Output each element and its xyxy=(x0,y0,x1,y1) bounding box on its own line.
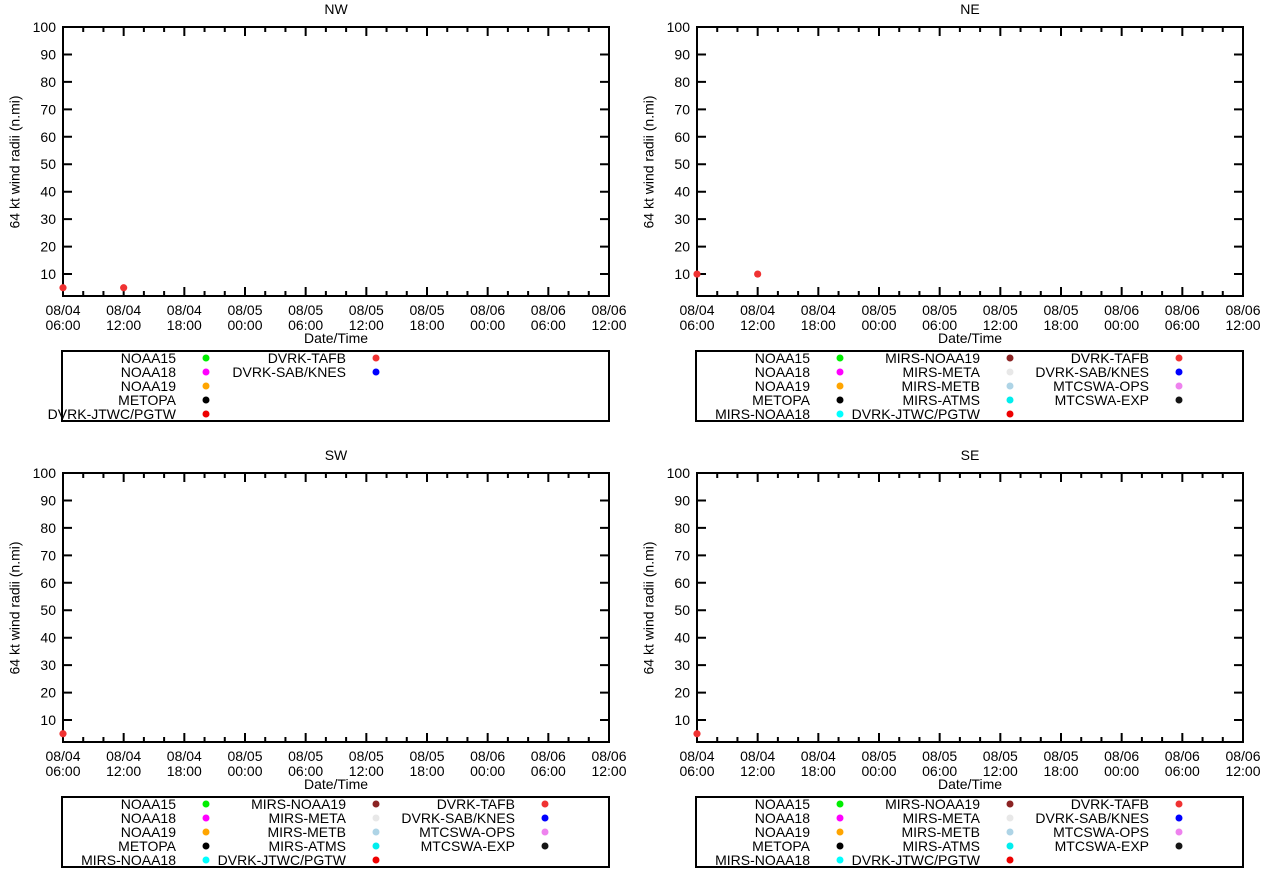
y-tick-label: 100 xyxy=(666,19,690,35)
y-tick-label: 100 xyxy=(666,465,690,481)
x-tick-label-date: 08/04 xyxy=(106,302,142,318)
data-point-dvrk-tafb xyxy=(59,730,66,737)
legend-marker-metopa xyxy=(837,397,844,404)
x-tick-label-date: 08/05 xyxy=(982,748,1018,764)
y-tick-label: 50 xyxy=(40,602,56,619)
y-tick-label: 30 xyxy=(674,211,690,228)
x-tick-label-date: 08/05 xyxy=(922,748,958,764)
x-tick-label-time: 18:00 xyxy=(1043,317,1079,333)
legend-marker-noaa18 xyxy=(837,369,844,376)
x-tick-label-date: 08/05 xyxy=(227,302,263,318)
legend-marker-mirs-atms xyxy=(373,843,380,850)
axis-ticks xyxy=(63,27,609,296)
y-tick-label: 70 xyxy=(40,101,56,118)
legend-label: DVRK-TAFB xyxy=(436,796,515,812)
legend-label: METOPA xyxy=(752,392,810,408)
legend-marker-dvrk-jtwc-pgtw xyxy=(1007,411,1014,418)
y-tick-label: 60 xyxy=(40,128,56,145)
legend-marker-dvrk-jtwc-pgtw xyxy=(203,411,210,418)
axis-ticks xyxy=(63,473,609,742)
x-axis-label-nw: Date/Time xyxy=(303,330,369,346)
legend-label: DVRK-SAB/KNES xyxy=(232,364,346,380)
legend-marker-dvrk-jtwc-pgtw xyxy=(1007,857,1014,864)
x-tick-label-time: 06:00 xyxy=(1164,763,1200,779)
x-tick-label-time: 00:00 xyxy=(1104,763,1140,779)
axis-ticks xyxy=(697,27,1243,296)
x-tick-label-time: 12:00 xyxy=(740,763,776,779)
legend-label: DVRK-JTWC/PGTW xyxy=(851,852,980,868)
y-tick-label: 10 xyxy=(674,712,690,729)
y-tick-label: 10 xyxy=(40,266,56,283)
x-tick-label-time: 12:00 xyxy=(591,763,627,779)
y-tick-label: 90 xyxy=(674,46,690,63)
x-tick-label-date: 08/04 xyxy=(740,748,776,764)
legend-label: NOAA19 xyxy=(120,378,176,394)
panel-sw xyxy=(0,446,633,871)
x-tick-label-time: 06:00 xyxy=(288,317,324,333)
x-tick-label-time: 12:00 xyxy=(348,317,384,333)
data-point-dvrk-tafb xyxy=(693,270,700,277)
legend-label: MTCSWA-OPS xyxy=(1053,378,1149,394)
legend-marker-dvrk-sab-knes xyxy=(542,815,549,822)
legend-marker-dvrk-jtwc-pgtw xyxy=(373,857,380,864)
legend-label: NOAA19 xyxy=(120,824,176,840)
legend-marker-mirs-atms xyxy=(1007,397,1014,404)
legend-label: NOAA15 xyxy=(754,350,810,366)
legend-marker-mirs-noaa19 xyxy=(373,801,380,808)
x-tick-label-date: 08/05 xyxy=(409,302,445,318)
x-tick-label-time: 18:00 xyxy=(1043,763,1079,779)
y-tick-label: 20 xyxy=(674,684,690,701)
y-tick-label: 50 xyxy=(674,156,690,173)
plot-title-se: SE xyxy=(960,447,980,463)
legend-label: MIRS-META xyxy=(902,364,980,380)
x-tick-label-time: 00:00 xyxy=(1104,317,1140,333)
x-tick-label-time: 12:00 xyxy=(982,317,1018,333)
legend-marker-noaa15 xyxy=(203,355,210,362)
x-tick-label-time: 06:00 xyxy=(922,763,958,779)
legend-marker-metopa xyxy=(837,843,844,850)
x-axis-label-ne: Date/Time xyxy=(937,330,1003,346)
x-tick-label-time: 06:00 xyxy=(530,763,566,779)
legend-marker-mtcswa-exp xyxy=(542,843,549,850)
legend-marker-mirs-metb xyxy=(1007,829,1014,836)
x-tick-label-time: 18:00 xyxy=(166,317,202,333)
y-tick-label: 60 xyxy=(674,574,690,591)
legend-label: MIRS-ATMS xyxy=(268,838,346,854)
legend-marker-dvrk-sab-knes xyxy=(1176,369,1183,376)
plot-frame xyxy=(697,27,1243,296)
x-tick-label-date: 08/04 xyxy=(45,748,81,764)
y-tick-label: 60 xyxy=(40,574,56,591)
y-tick-label: 20 xyxy=(40,684,56,701)
legend-marker-metopa xyxy=(203,397,210,404)
legend-marker-mirs-atms xyxy=(1007,843,1014,850)
plot-frame xyxy=(697,473,1243,742)
plot-frame xyxy=(63,27,609,296)
x-tick-label-date: 08/05 xyxy=(982,302,1018,318)
legend-label: NOAA18 xyxy=(754,810,810,826)
legend-marker-noaa18 xyxy=(203,815,210,822)
legend-label: NOAA18 xyxy=(754,364,810,380)
x-tick-label-time: 00:00 xyxy=(470,317,506,333)
legend-marker-mirs-noaa18 xyxy=(203,857,210,864)
legend-label: DVRK-SAB/KNES xyxy=(1035,810,1149,826)
legend-label: DVRK-JTWC/PGTW xyxy=(851,406,980,422)
y-tick-label: 40 xyxy=(674,629,690,646)
legend-label: DVRK-SAB/KNES xyxy=(1035,364,1149,380)
x-tick-label-date: 08/05 xyxy=(288,748,324,764)
x-tick-label-date: 08/06 xyxy=(1225,748,1261,764)
y-tick-label: 90 xyxy=(40,492,56,509)
legend-label: MIRS-ATMS xyxy=(902,392,980,408)
data-point-dvrk-tafb xyxy=(693,730,700,737)
legend-marker-mirs-meta xyxy=(373,815,380,822)
x-tick-label-time: 18:00 xyxy=(800,317,836,333)
x-tick-label-time: 12:00 xyxy=(591,317,627,333)
data-point-dvrk-tafb xyxy=(59,284,66,291)
legend-label: MIRS-NOAA19 xyxy=(251,796,346,812)
x-tick-label-time: 06:00 xyxy=(45,317,81,333)
x-tick-label-date: 08/05 xyxy=(861,748,897,764)
y-tick-label: 70 xyxy=(40,547,56,564)
y-tick-label: 80 xyxy=(40,73,56,90)
legend-marker-dvrk-tafb xyxy=(542,801,549,808)
x-tick-label-time: 06:00 xyxy=(679,317,715,333)
y-tick-label: 80 xyxy=(674,73,690,90)
legend-label: MTCSWA-EXP xyxy=(1054,838,1149,854)
legend-marker-mirs-noaa19 xyxy=(1007,801,1014,808)
legend-label: MIRS-NOAA18 xyxy=(715,406,810,422)
x-tick-label-time: 12:00 xyxy=(1225,763,1261,779)
legend-marker-mirs-metb xyxy=(1007,383,1014,390)
legend-label: MIRS-METB xyxy=(901,824,980,840)
legend-marker-mtcswa-ops xyxy=(1176,829,1183,836)
panel-nw xyxy=(0,0,633,425)
x-tick-label-time: 18:00 xyxy=(409,317,445,333)
x-tick-label-date: 08/04 xyxy=(679,748,715,764)
x-tick-label-date: 08/05 xyxy=(861,302,897,318)
y-tick-label: 90 xyxy=(40,46,56,63)
x-tick-label-date: 08/05 xyxy=(348,302,384,318)
y-tick-label: 70 xyxy=(674,101,690,118)
plot-canvas-sw xyxy=(0,446,633,871)
legend-label: MIRS-NOAA18 xyxy=(81,852,176,868)
y-tick-label: 80 xyxy=(40,519,56,536)
y-axis-label-sw: 64 kt wind radii (n.mi) xyxy=(7,540,24,675)
x-tick-label-date: 08/04 xyxy=(166,302,202,318)
legend-marker-noaa19 xyxy=(837,383,844,390)
x-tick-label-time: 06:00 xyxy=(530,317,566,333)
x-tick-label-time: 06:00 xyxy=(45,763,81,779)
y-tick-label: 20 xyxy=(40,238,56,255)
legend-label: DVRK-JTWC/PGTW xyxy=(217,852,346,868)
x-tick-label-date: 08/06 xyxy=(530,302,566,318)
x-tick-label-date: 08/05 xyxy=(227,748,263,764)
legend-marker-mirs-meta xyxy=(1007,369,1014,376)
legend-marker-noaa19 xyxy=(203,829,210,836)
legend-marker-dvrk-tafb xyxy=(1176,801,1183,808)
x-tick-label-date: 08/04 xyxy=(800,748,836,764)
x-axis-label-se: Date/Time xyxy=(937,776,1003,792)
x-tick-label-time: 00:00 xyxy=(861,317,897,333)
legend-marker-mtcswa-ops xyxy=(542,829,549,836)
legend-label: DVRK-SAB/KNES xyxy=(401,810,515,826)
x-tick-label-time: 12:00 xyxy=(348,763,384,779)
legend-label: MIRS-NOAA18 xyxy=(715,852,810,868)
x-tick-label-time: 12:00 xyxy=(106,763,142,779)
x-tick-label-time: 06:00 xyxy=(1164,317,1200,333)
x-tick-label-date: 08/06 xyxy=(1225,302,1261,318)
y-axis-label-se: 64 kt wind radii (n.mi) xyxy=(641,540,658,675)
legend-label: NOAA19 xyxy=(754,824,810,840)
x-tick-label-time: 12:00 xyxy=(106,317,142,333)
legend-label: METOPA xyxy=(752,838,810,854)
legend-label: MTCSWA-OPS xyxy=(419,824,515,840)
x-tick-label-date: 08/04 xyxy=(106,748,142,764)
y-tick-label: 30 xyxy=(40,211,56,228)
x-tick-label-time: 18:00 xyxy=(800,763,836,779)
x-tick-label-date: 08/05 xyxy=(409,748,445,764)
y-tick-label: 10 xyxy=(40,712,56,729)
legend-marker-noaa19 xyxy=(203,383,210,390)
legend-marker-dvrk-tafb xyxy=(373,355,380,362)
y-tick-label: 40 xyxy=(40,629,56,646)
legend-marker-noaa18 xyxy=(837,815,844,822)
y-tick-label: 30 xyxy=(674,657,690,674)
x-tick-label-date: 08/05 xyxy=(288,302,324,318)
legend-label: NOAA15 xyxy=(754,796,810,812)
legend-marker-noaa15 xyxy=(837,801,844,808)
x-tick-label-date: 08/06 xyxy=(591,302,627,318)
panel-se xyxy=(634,446,1267,871)
plot-title-sw: SW xyxy=(324,447,348,463)
y-axis-label-ne: 64 kt wind radii (n.mi) xyxy=(641,94,658,229)
legend-label: DVRK-TAFB xyxy=(1070,796,1149,812)
legend-label: MIRS-NOAA19 xyxy=(885,796,980,812)
y-tick-label: 40 xyxy=(40,183,56,200)
x-tick-label-date: 08/04 xyxy=(740,302,776,318)
legend-label: NOAA15 xyxy=(120,796,176,812)
legend-label: NOAA15 xyxy=(120,350,176,366)
x-tick-label-date: 08/06 xyxy=(1104,748,1140,764)
x-tick-label-date: 08/04 xyxy=(166,748,202,764)
x-tick-label-date: 08/06 xyxy=(470,302,506,318)
legend-marker-mtcswa-ops xyxy=(1176,383,1183,390)
x-tick-label-time: 06:00 xyxy=(288,763,324,779)
x-tick-label-date: 08/05 xyxy=(1043,302,1079,318)
legend-label: MTCSWA-OPS xyxy=(1053,824,1149,840)
x-tick-label-date: 08/06 xyxy=(1164,302,1200,318)
x-tick-label-time: 18:00 xyxy=(166,763,202,779)
x-tick-label-time: 00:00 xyxy=(227,763,263,779)
x-tick-label-date: 08/06 xyxy=(1104,302,1140,318)
x-tick-label-date: 08/05 xyxy=(1043,748,1079,764)
x-tick-label-time: 06:00 xyxy=(679,763,715,779)
x-tick-label-date: 08/04 xyxy=(679,302,715,318)
x-tick-label-time: 12:00 xyxy=(982,763,1018,779)
x-tick-label-date: 08/05 xyxy=(348,748,384,764)
legend-label: MIRS-ATMS xyxy=(902,838,980,854)
legend-marker-dvrk-sab-knes xyxy=(373,369,380,376)
legend-marker-noaa18 xyxy=(203,369,210,376)
legend-marker-mirs-noaa19 xyxy=(1007,355,1014,362)
x-tick-label-date: 08/05 xyxy=(922,302,958,318)
plot-title-nw: NW xyxy=(324,1,348,17)
y-axis-label-nw: 64 kt wind radii (n.mi) xyxy=(7,94,24,229)
y-tick-label: 70 xyxy=(674,547,690,564)
y-tick-label: 50 xyxy=(674,602,690,619)
x-tick-label-time: 18:00 xyxy=(409,763,445,779)
x-axis-label-sw: Date/Time xyxy=(303,776,369,792)
plot-title-ne: NE xyxy=(960,1,980,17)
legend-marker-noaa15 xyxy=(837,355,844,362)
legend-label: MIRS-METB xyxy=(267,824,346,840)
x-tick-label-date: 08/06 xyxy=(591,748,627,764)
plot-canvas-se xyxy=(634,446,1267,871)
y-tick-label: 10 xyxy=(674,266,690,283)
y-tick-label: 20 xyxy=(674,238,690,255)
legend-label: NOAA18 xyxy=(120,810,176,826)
legend-marker-mtcswa-exp xyxy=(1176,397,1183,404)
x-tick-label-time: 00:00 xyxy=(227,317,263,333)
plot-canvas-nw xyxy=(0,0,633,425)
x-tick-label-time: 00:00 xyxy=(861,763,897,779)
legend-marker-noaa15 xyxy=(203,801,210,808)
legend-label: MIRS-METB xyxy=(901,378,980,394)
x-tick-label-date: 08/06 xyxy=(470,748,506,764)
legend-label: DVRK-TAFB xyxy=(267,350,346,366)
legend-marker-mirs-noaa18 xyxy=(837,857,844,864)
legend-marker-mirs-metb xyxy=(373,829,380,836)
x-tick-label-time: 12:00 xyxy=(740,317,776,333)
y-tick-label: 80 xyxy=(674,519,690,536)
x-tick-label-time: 00:00 xyxy=(470,763,506,779)
legend-label: MIRS-NOAA19 xyxy=(885,350,980,366)
legend-marker-noaa19 xyxy=(837,829,844,836)
legend-label: MIRS-META xyxy=(268,810,346,826)
y-tick-label: 60 xyxy=(674,128,690,145)
y-tick-label: 100 xyxy=(32,465,56,481)
y-tick-label: 40 xyxy=(674,183,690,200)
y-tick-label: 90 xyxy=(674,492,690,509)
x-tick-label-date: 08/04 xyxy=(800,302,836,318)
y-tick-label: 100 xyxy=(32,19,56,35)
legend-label: MTCSWA-EXP xyxy=(420,838,515,854)
legend-label: DVRK-JTWC/PGTW xyxy=(47,406,176,422)
legend-label: DVRK-TAFB xyxy=(1070,350,1149,366)
legend-label: METOPA xyxy=(118,392,176,408)
legend-marker-metopa xyxy=(203,843,210,850)
legend-marker-mtcswa-exp xyxy=(1176,843,1183,850)
x-tick-label-date: 08/06 xyxy=(530,748,566,764)
x-tick-label-date: 08/04 xyxy=(45,302,81,318)
y-tick-label: 50 xyxy=(40,156,56,173)
legend-label: METOPA xyxy=(118,838,176,854)
legend-label: MIRS-META xyxy=(902,810,980,826)
legend-marker-dvrk-sab-knes xyxy=(1176,815,1183,822)
data-point-dvrk-tafb xyxy=(120,284,127,291)
x-tick-label-date: 08/06 xyxy=(1164,748,1200,764)
plot-frame xyxy=(63,473,609,742)
legend-label: MTCSWA-EXP xyxy=(1054,392,1149,408)
legend-label: NOAA18 xyxy=(120,364,176,380)
panel-ne xyxy=(634,0,1267,425)
legend-marker-dvrk-tafb xyxy=(1176,355,1183,362)
legend-marker-mirs-noaa18 xyxy=(837,411,844,418)
data-point-dvrk-tafb xyxy=(754,270,761,277)
plot-canvas-ne xyxy=(634,0,1267,425)
legend-marker-mirs-meta xyxy=(1007,815,1014,822)
legend-label: NOAA19 xyxy=(754,378,810,394)
x-tick-label-time: 06:00 xyxy=(922,317,958,333)
axis-ticks xyxy=(697,473,1243,742)
x-tick-label-time: 12:00 xyxy=(1225,317,1261,333)
y-tick-label: 30 xyxy=(40,657,56,674)
